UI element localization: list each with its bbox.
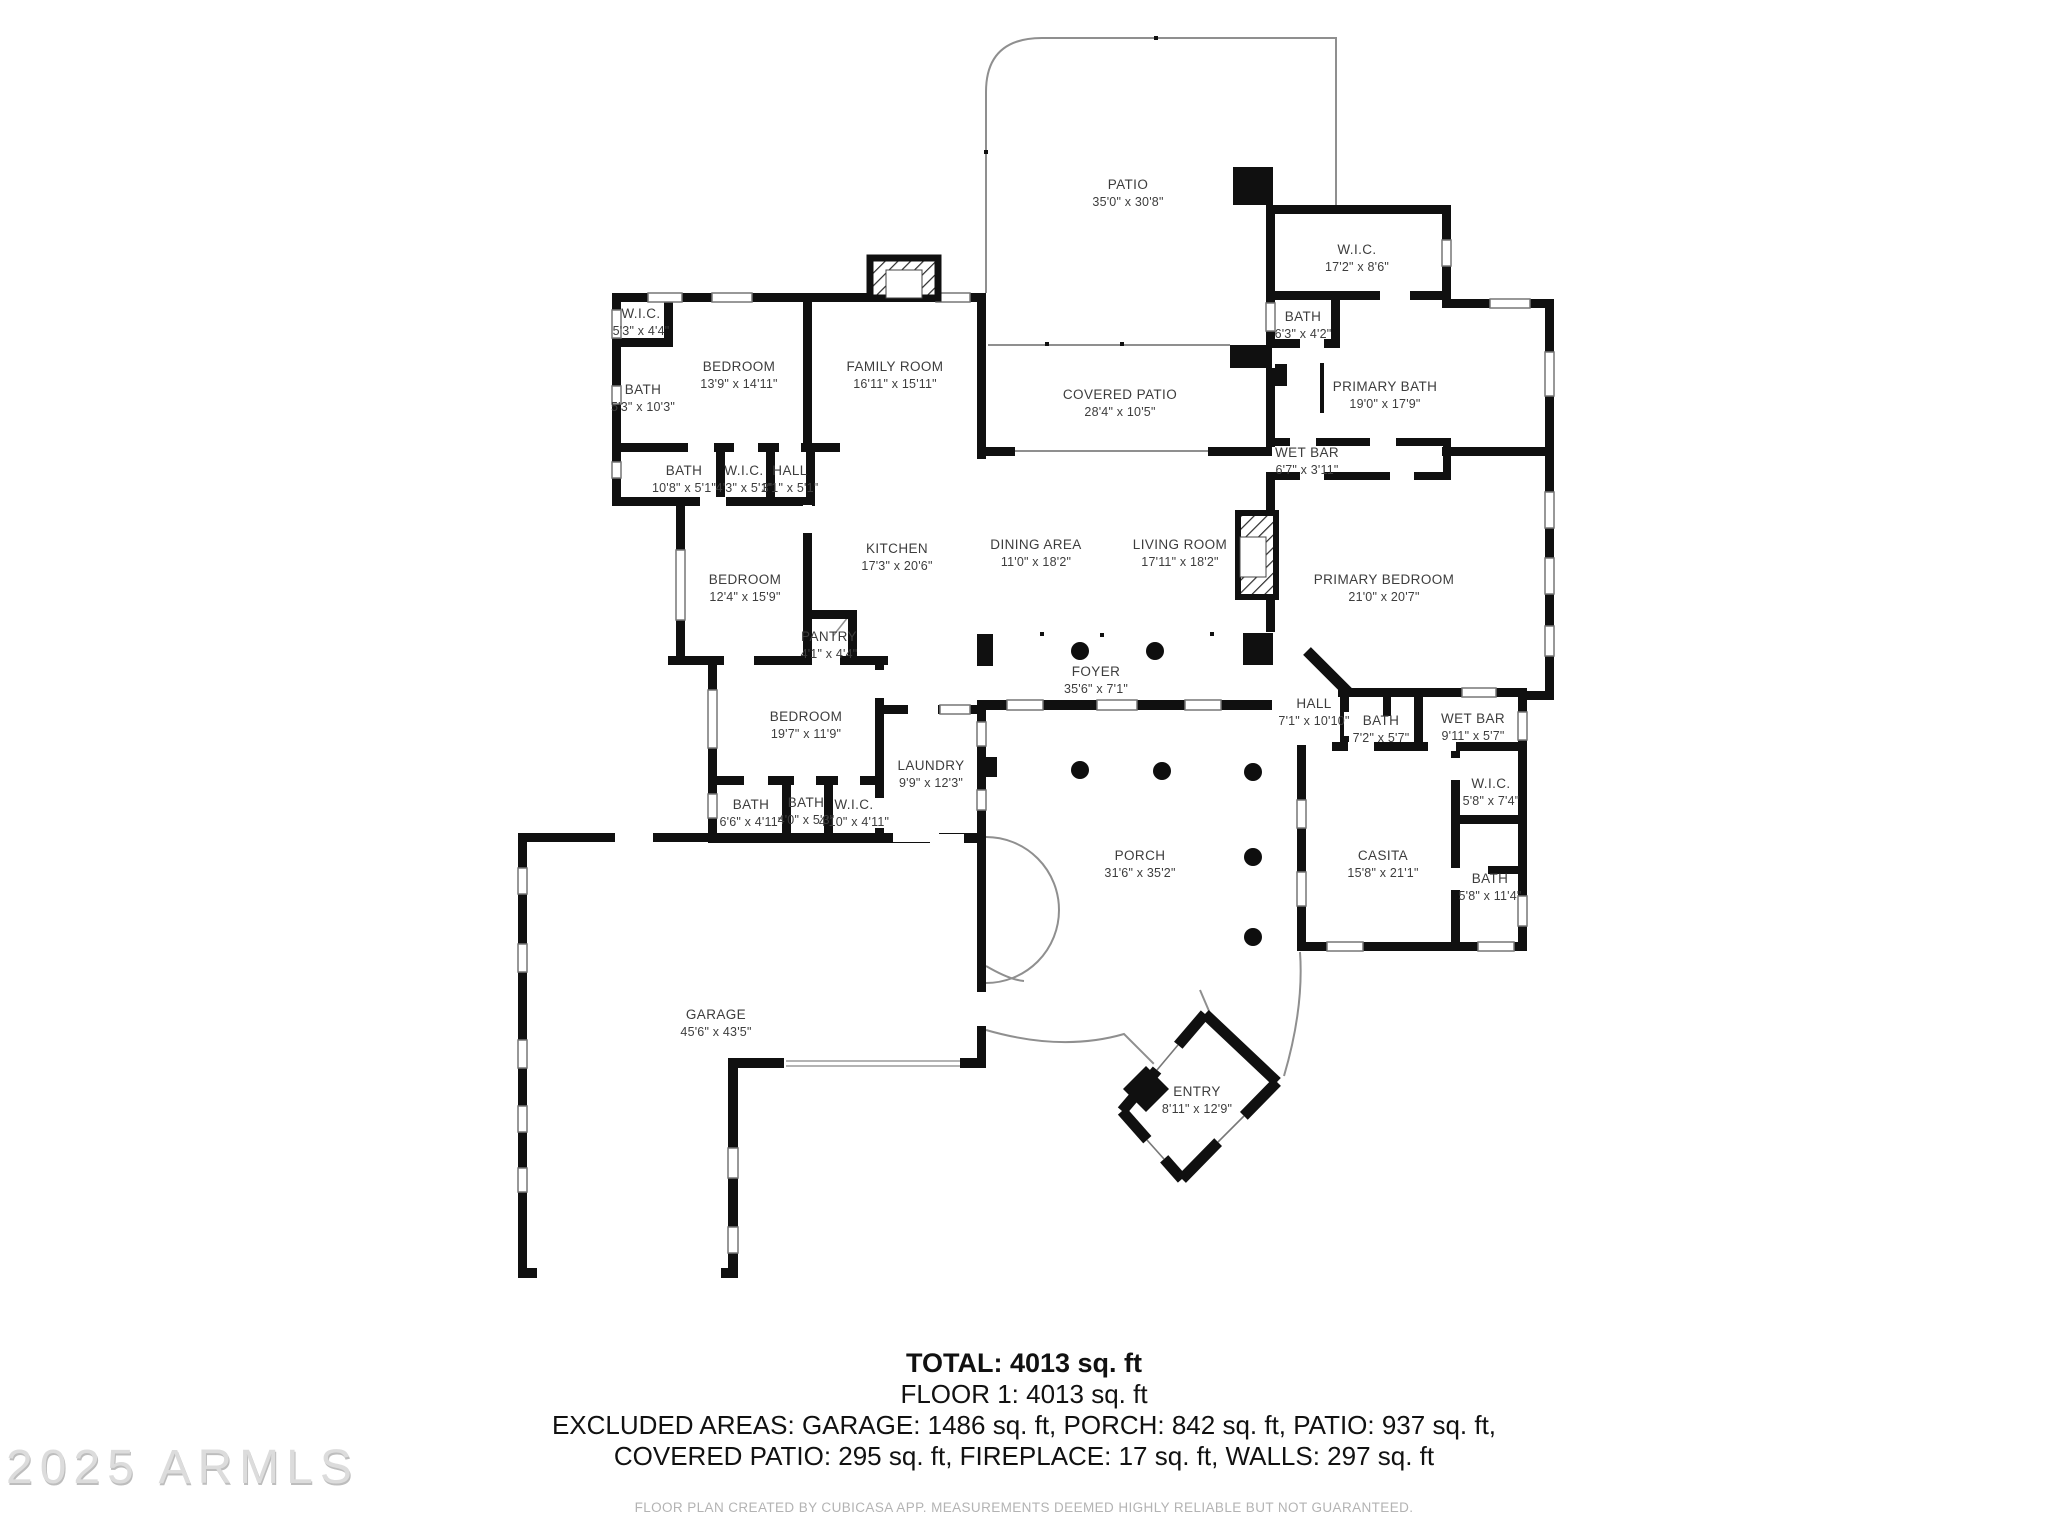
room-label-porch: PORCH 31'6" x 35'2" bbox=[1104, 848, 1176, 880]
room-label-dining-area: DINING AREA 11'0" x 18'2" bbox=[990, 537, 1082, 569]
total-area: TOTAL: 4013 sq. ft bbox=[905, 1348, 1143, 1378]
room-label-w-i-c-: W.I.C. 17'2" x 8'6" bbox=[1324, 242, 1390, 274]
room-label-bath: BATH 7'2" x 5'7" bbox=[1352, 713, 1410, 745]
room-label-laundry: LAUNDRY 9'9" x 12'3" bbox=[897, 758, 965, 790]
room-label-bath: BATH 6'3" x 4'2" bbox=[1274, 309, 1332, 341]
room-label-bath: BATH 6'6" x 4'11" bbox=[719, 797, 783, 829]
room-label-living-room: LIVING ROOM 17'11" x 18'2" bbox=[1132, 537, 1228, 569]
cubicasa-disclaimer: FLOOR PLAN CREATED BY CUBICASA APP. MEASUREMENTS DEEMED HIGHLY RELIABLE BUT NOT GUARANTEED. bbox=[634, 1500, 1414, 1515]
room-label-wet-bar: WET BAR 9'11" x 5'7" bbox=[1440, 711, 1506, 743]
fireplace-living-room bbox=[1238, 513, 1276, 597]
room-label-hall: HALL 7'1" x 10'10" bbox=[1278, 696, 1350, 728]
room-label-wet-bar: WET BAR 6'7" x 3'11" bbox=[1274, 445, 1340, 477]
room-label-primary-bedroom: PRIMARY BEDROOM 21'0" x 20'7" bbox=[1313, 572, 1455, 604]
porch-columns bbox=[1071, 642, 1262, 946]
fireplace-family-room bbox=[870, 258, 938, 298]
room-label-garage: GARAGE 45'6" x 43'5" bbox=[680, 1007, 752, 1039]
room-label-primary-bath: PRIMARY BATH 19'0" x 17'9" bbox=[1332, 379, 1438, 411]
room-label-covered-patio: COVERED PATIO 28'4" x 10'5" bbox=[1062, 387, 1178, 419]
entry-diamond bbox=[1122, 1014, 1277, 1179]
excluded-areas-line2: COVERED PATIO: 295 sq. ft, FIREPLACE: 17 sq. ft, WALLS: 297 sq. ft bbox=[613, 1441, 1435, 1471]
room-label-bedroom: BEDROOM 19'7" x 11'9" bbox=[769, 709, 843, 741]
garage-door-lines bbox=[537, 1061, 960, 1275]
room-label-bath: BATH 10'8" x 5'1" bbox=[651, 463, 717, 495]
armls-watermark: 2025 ARMLS bbox=[6, 1441, 359, 1494]
room-label-bedroom: BEDROOM 13'9" x 14'11" bbox=[700, 359, 778, 391]
room-label-entry: ENTRY 8'11" x 12'9" bbox=[1161, 1084, 1233, 1116]
room-label-bath: BATH 5'3" x 10'3" bbox=[610, 382, 676, 414]
room-label-foyer: FOYER 35'6" x 7'1" bbox=[1063, 664, 1129, 696]
tick-marks bbox=[984, 36, 1214, 637]
room-label-w-i-c-: W.I.C. 4'10" x 4'11" bbox=[818, 797, 890, 829]
walls bbox=[518, 167, 1554, 1278]
hall-diagonal-wall bbox=[1307, 651, 1348, 692]
room-label-patio: PATIO 35'0" x 30'8" bbox=[1092, 177, 1164, 209]
room-label-bedroom: BEDROOM 12'4" x 15'9" bbox=[708, 572, 782, 604]
floor-area: FLOOR 1: 4013 sq. ft bbox=[900, 1379, 1148, 1409]
room-label-w-i-c-: W.I.C. 5'3" x 4'4" bbox=[612, 306, 670, 338]
excluded-areas-line1: EXCLUDED AREAS: GARAGE: 1486 sq. ft, PORCH: 842 sq. ft, PATIO: 937 sq. ft, bbox=[551, 1410, 1497, 1440]
room-label-family-room: FAMILY ROOM 16'11" x 15'11" bbox=[846, 359, 944, 391]
room-label-w-i-c-: W.I.C. 5'8" x 7'4" bbox=[1462, 776, 1520, 808]
room-label-kitchen: KITCHEN 17'3" x 20'6" bbox=[861, 541, 933, 573]
room-label-hall: HALL 3'1" x 5'1" bbox=[761, 463, 819, 495]
room-label-w-i-c-: W.I.C. 4'3" x 5'1" bbox=[715, 463, 773, 495]
room-label-bath: BATH 5'8" x 11'4" bbox=[1458, 871, 1522, 903]
room-label-bath: BATH 4'0" x 5'3" bbox=[777, 795, 835, 827]
room-label-casita: CASITA 15'8" x 21'1" bbox=[1347, 848, 1419, 880]
room-label-pantry: PANTRY 4'1" x 4'4" bbox=[800, 629, 858, 661]
